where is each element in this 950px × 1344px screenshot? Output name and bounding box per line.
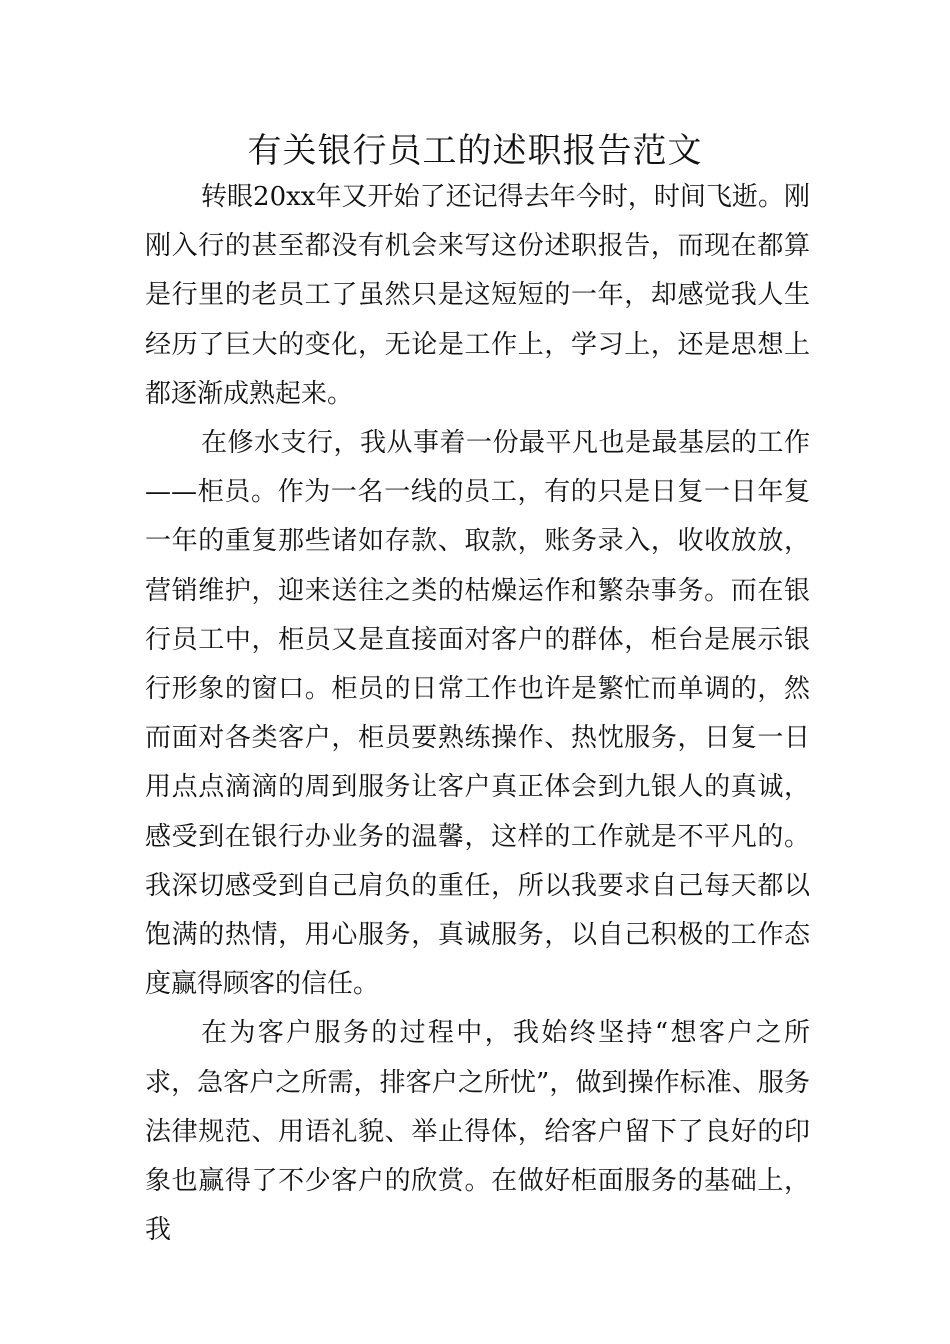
document-body [145,173,810,1255]
paragraph-3: 在为客户服务的过程中，我始终坚持“想客户之所求，急客户之所需，排客户之所忧”，做到操作标准、服务法律规范、用语礼貌、举止得体，给客户留下了良好的印象也赢得了不少客户的欣赏。在做好柜面服务的基础上，我 [145,1018,810,1246]
paragraph-1: 转眼20xx年又开始了还记得去年今时，时间飞逝。刚刚入行的甚至都没有机会来写这份述职报告，而现在都算是行里的老员工了虽然只是这短短的一年，却感觉我人生经历了巨大的变化，无论是工作上，学习上，还是思想上都逐渐成熟起来。 [145,182,810,409]
paragraph-2: 在修水支行，我从事着一份最平凡也是最基层的工作——柜员。作为一名一线的员工，有的只是日复一日年复一年的重复那些诸如存款、取款，账务录入，收收放放，营销维护，迎来送往之类的枯燥运作和繁杂事务。而在银行员工中，柜员又是直接面对客户的群体，柜台是展示银行形象的窗口。柜员的日常工作也许是繁忙而单调的，然而面对各类客户，柜员要熟练操作、热忱服务，日复一日用点点滴滴的周到服务让客户真正体会到九银人的真诚，感受到在银行办业务的温馨，这样的工作就是不平凡的。我深切感受到自己肩负的重任，所以我要求自己每天都以饱满的热情，用心服务，真诚服务，以自己积极的工作态度赢得顾客的信任。 [145,428,810,1000]
document-title: 有关银行员工的述职报告范文 [247,131,703,171]
